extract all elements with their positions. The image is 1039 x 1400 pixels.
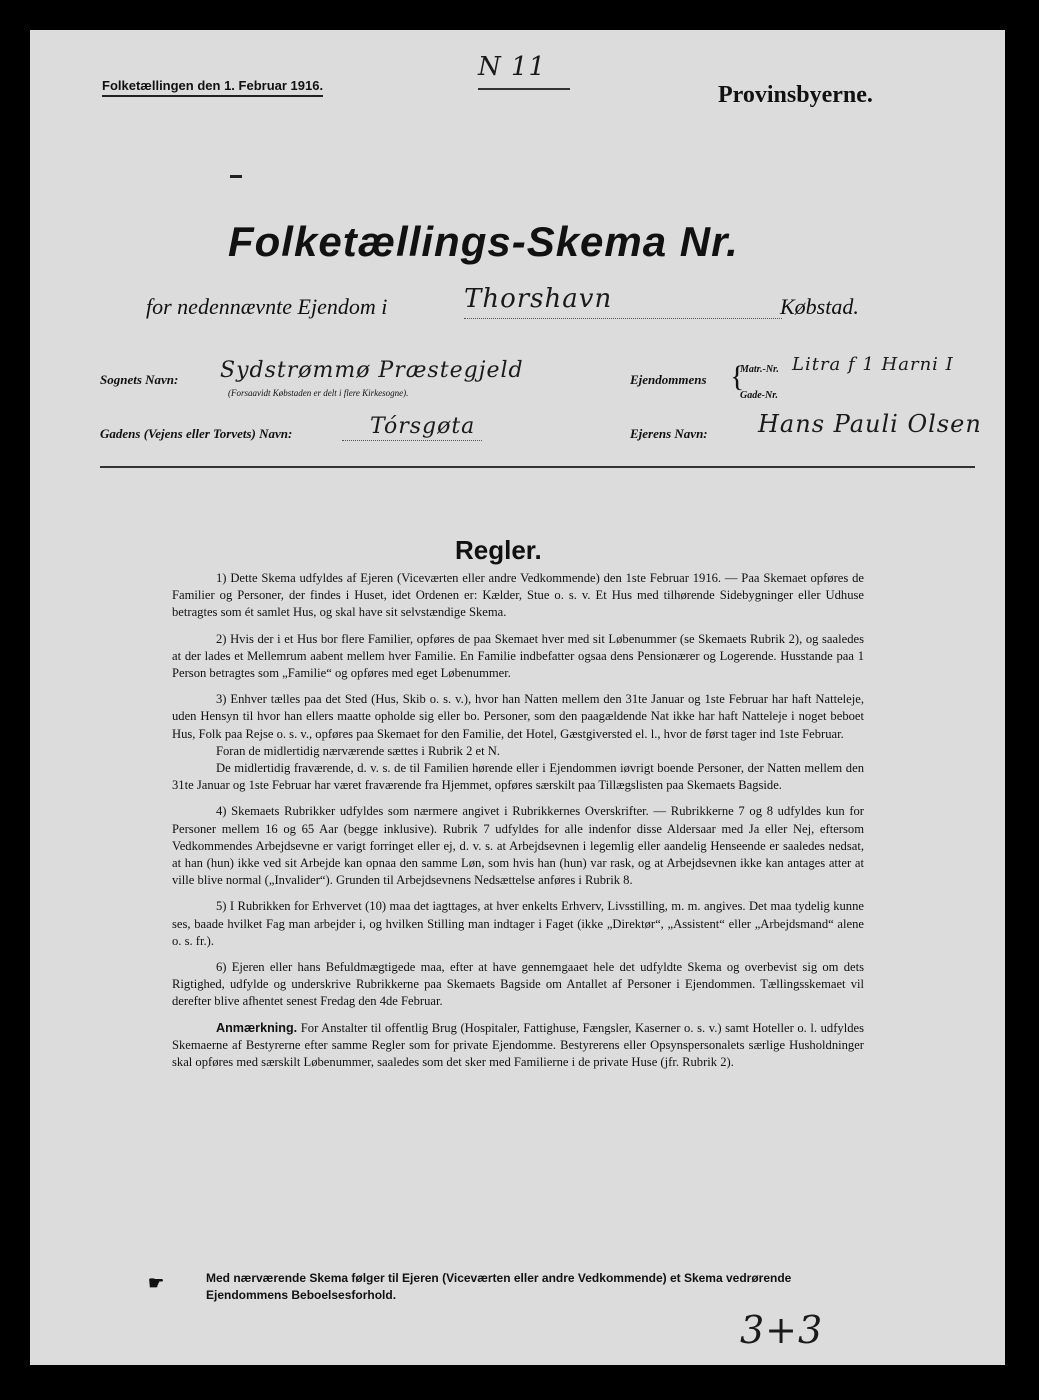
rule-3-temporary-present: Foran de midlertidig nærværende sættes i Rubrik 2 et N. [216,743,501,758]
form-number: N 11 [478,52,547,82]
town-name-handwritten: Thorshavn [464,284,613,314]
census-date: Folketællingen den 1. Februar 1916. [102,78,323,97]
region-label: Provinsbyerne. [718,82,873,108]
matr-label: Matr.-Nr. [740,364,779,375]
rules-heading: Regler. [455,535,542,565]
rule-3-temporary-absent: De midlertidig fraværende, d. v. s. de til Familien hørende eller i Ejendommen iøvrigt boende Personer, der Natten mellem den 31te Januar og 1ste Februar har været fraværende fra Hjemmet, opføres særskilt paa Tillægslisten paa Skemaets Bagside. [172,761,864,793]
page-count-handwritten: 3+3 [740,1308,824,1352]
section-divider [100,466,975,468]
census-form-page [30,30,1005,1365]
street-fill-line [342,440,482,441]
rule-5: 5) I Rubrikken for Erhvervet (10) maa det iagttages, at hver enkelts Erhverv, Livsstilling, m. m. angives. Det maa tydelig kunne ses, baade hvilket Fag man arbejder i, og hvilken Stilling man indtager i Faget (ikke „Direktør“, „Assistent“ eller „Arbejdsmand“ alene o. s. fr.). [172,899,864,948]
gade-label: Gade-Nr. [740,390,779,401]
property-line-suffix: Købstad. [780,294,859,319]
parish-label: Sognets Navn: [100,372,179,387]
matr-value-handwritten: Litra f 1 Harni I [792,354,954,375]
rule-3: 3) Enhver tælles paa det Sted (Hus, Skib o. s. v.), hvor han Natten mellem den 31te Januar og 1ste Februar har haft Natteleje, uden Hensyn til hvor han ellers maatte opholde sig eller bo. Personer, som den paagældende Nat ikke har haft Natteleje i noget beboet Hus, Folk paa Rejse o. s. v., opføres paa Skemaet for den Familie, det Hotel, Gæstgiversted el. l., hvor de først tager ind 1ste Februar. [172,692,864,741]
parish-value-handwritten: Sydstrømmø Præstegjeld [220,358,524,383]
owner-label: Ejerens Navn: [630,426,708,441]
parish-note: (Forsaavidt Købstaden er delt i flere Kirkesogne). [228,388,409,398]
brace-mark: { [730,360,745,393]
footer-note: Med nærværende Skema følger til Ejeren (Viceværten eller andre Vedkommende) et Skema vedrørende Ejendommens Beboelsesforhold. [206,1271,792,1302]
street-value-handwritten: Tórsgøta [370,414,476,439]
property-line-prefix: for nedennævnte Ejendom i [146,294,388,319]
note-paragraph [172,1020,864,1072]
rule-1: 1) Dette Skema udfyldes af Ejeren (Viceværten eller andre Vedkommende) den 1ste Februar 1916. — Paa Skemaet opføres de Familier og Personer, der findes i Huset, idet Ordenen er: Kælder, Stue o. s. v. Et Hus med tilhørende Sidebygninger eller Udhuse betragtes som ét samlet Hus, og skal have sit selvstændige Skema. [172,571,864,620]
owner-value-handwritten: Hans Pauli Olsen [758,410,982,438]
note-text: For Anstalter til offentlig Brug (Hospitaler, Fattighuse, Fængsler, Kaserner o. s. v.) samt Hoteller o. l. udfyldes Skemaerne af Bestyrerne efter samme Regler som for private Ejendomme. Bestyrerens eller Opsynspersonalets særlige Husholdninger skal opføres med særskilt Løbenummer, saaledes som det sker med Familierne i de private Huse (jfr. Rubrik 2). [172,1020,864,1070]
note-label: Anmærkning. [216,1020,298,1035]
form-number-underline [478,88,570,90]
rules-text [172,570,864,1080]
street-label: Gadens (Vejens eller Torvets) Navn: [100,426,293,441]
rule-4: 4) Skemaets Rubrikker udfyldes som nærmere angivet i Rubrikkernes Overskrifter. — Rubrikkerne 7 og 8 udfyldes kun for Personer mellem 16 og 65 Aar (begge inklusive). Rubrik 7 udfyldes for alle indenfor disse Aldersaar med Ja eller Nej, eftersom Vedkommendes Arbejdsevne er varigt forringet eller ej, d. v. s. at Arbejdsevnen i legemlig eller aandelig Henseende er saaledes nedsat, at han (hun) ikke ved sit Arbejde kan opnaa den samme Løn, som hvis han (hun) var rask, og at Arbejdsevnen ikke kan antages atter at ville blive normal („Invalider“). Grunden til Arbejdsevnens Nedsættelse anføres i Rubrik 8. [172,804,864,888]
dash-mark [230,175,242,178]
town-fill-line [464,318,782,319]
property-label: Ejendommens [630,372,707,387]
main-title: Folketællings-Skema Nr. [228,218,739,265]
rule-6: 6) Ejeren eller hans Befuldmægtigede maa, efter at have gennemgaaet hele det udfyldte Skema og overbevist sig om dets Rigtighed, udfylde og underskrive Rubrikkerne paa Skemaets Bagside om Antallet af Personer i Ejendommen. Tællingsskemaet vil derefter blive afhentet senest Fredag den 4de Februar. [172,960,864,1009]
rule-2: 2) Hvis der i et Hus bor flere Familier, opføres de paa Skemaet hver med sit Løbenummer (se Skemaets Rubrik 2), og saaledes at der lades et Mellemrum aabent mellem hver Familie. En Familie indbefatter ogsaa dens Pensionærer og Logerende. Husstande paa 1 Person betragtes som „Familie“ og opføres med eget Løbenummer. [172,631,864,681]
pointing-hand-icon: ☛ [148,1273,165,1293]
